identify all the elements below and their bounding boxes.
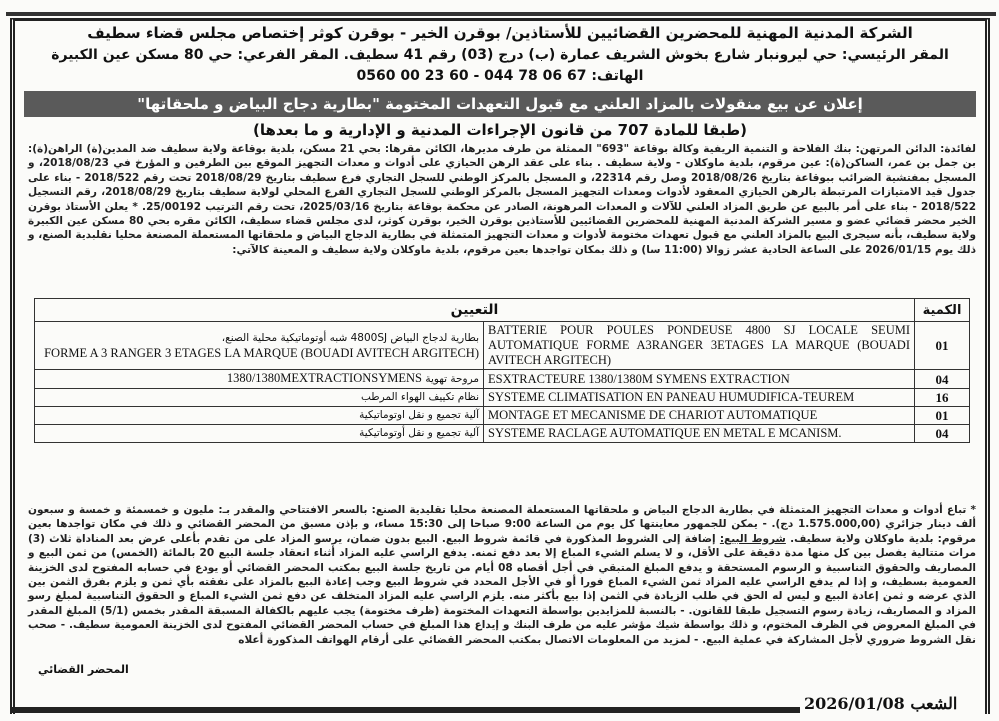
bailiff-signature: المحضر القضائي [38, 663, 129, 676]
table-row [35, 407, 970, 425]
item-arabic: آلية تجميع و نقل اوتوماتيكية [35, 407, 484, 425]
item-french: MONTAGE ET MECANISME DE CHARIOT AUTOMATIQUE [484, 407, 915, 425]
conditions-paragraph: إضافة إلى الشروط المذكورة في قائمة شروط البيع. البيع بدون ضمان، يرسو المزاد على من تقدم بأعلى عرض بعد المناداة ثلاث (3) مرات متتالية يفصل بين كل منها مدة دقيقة على الأقل، و لا يسلم الشيء المباع إلا بعد دفع ثمنه. يدفع الراسي عليه المزاد أثناء انعقاد جلسة البيع 20 بالمائة (الخمس) من ثمن البيع و المصاريف والحقوق التناسبية و الرسوم المستحقة و يدفع المبلغ المتبقي في أجل أقصاه 08 أيام من تاريخ جلسة البيع بمكتب المحضر القضائي أو يودع في حسابه المفتوح لدى الخزينة العمومية بسطيف، و إذا لم يدفع الراسي عليه المزاد ثمن الشيء المباع فورا أو في الأجل المحدد في شروط البيع وجب إعادة البيع بالمزاد على نفقته بأي ثمن و يلزم بفرق الثمن بين الذي عرضه و ثمن إعادة البيع و ليس له الحق في طلب الزيادة في الثمن إذا بيع بأكثر منه. يلزم الراسي عليه المزاد المتخلف عن دفع ثمن الشيء المباع و الحقوق التناسبية لمبلغ رسو المزاد و المصاريف، زيادة رسوم التسجيل طبقا للقانون. - بالنسبة للمزايدين بواسطة التعهدات المختومة (ظرف مختومة) يجب عليهم بالكفالة المسبقة المقدر بخمس (5/1) المبلغ المقدر في المبلغ المعروض في الظرف المختوم، و ذلك بواسطة شيك مؤشر عليه من طرف البنك و إيداع هذا المبلغ في حساب المحضر القضائي المفتوح لدى الخزينة العمومية سطيف. [28, 532, 977, 632]
item-arabic-text: مروحة تهوية [425, 373, 479, 385]
notice-header [20, 22, 980, 86]
table-header-row [35, 299, 970, 322]
table-row [35, 389, 970, 407]
items-table [34, 298, 970, 443]
table-row [35, 425, 970, 443]
notice-title-banner: إعلان عن بيع منقولات بالمزاد العلني مع قبول التعهدات المختومة "بطارية دجاج البياض و ملحقاتها" [24, 91, 976, 117]
item-arabic [35, 322, 484, 370]
publication-footer [800, 694, 961, 713]
item-quantity: 04 [915, 370, 970, 389]
conditions-label: شروط البيع: [719, 532, 786, 545]
item-arabic-text: بطارية لدجاج البياض 4800SJ شبه أوتوماتيكية محلية الصنع، [221, 331, 479, 344]
item-quantity: 16 [915, 389, 970, 407]
item-french: SYSTEME RACLAGE AUTOMATIQUE EN METAL E MCANISM. [484, 425, 915, 443]
legal-reference: (طبقا للمادة 707 من قانون الإجراءات المدنية و الإدارية و ما بعدها) [253, 121, 747, 139]
item-arabic: نظام تكييف الهواء المرطب [35, 389, 484, 407]
item-quantity: 01 [915, 407, 970, 425]
company-phone: الهاتف: 67 06 78 044 - 60 23 00 0560 [356, 68, 644, 84]
publication-date: 2026/01/08 [804, 694, 905, 713]
item-quantity: 01 [915, 322, 970, 370]
sale-conditions [28, 503, 976, 647]
newspaper-name: الشعب [910, 694, 958, 713]
company-name: الشركة المدنية المهنية للمحضرين القضائيين للأستاذين/ بوقرن الخير - بوقرن كوثر إختصاص مجلس قضاء سطيف [87, 24, 913, 42]
item-french: BATTERIE POUR POULES PONDEUSE 4800 SJ LOCALE SEUMI AUTOMATIQUE FORME A3RANGER 3ETAGES LA MARQUE (BOUADI AVITECH ARGITECH) [484, 322, 915, 370]
quantity-header: الكمية [915, 299, 970, 322]
sale-price-paragraph: * تباع أدوات و معدات التجهيز المتمثلة في بطارية الدجاج البياض و ملحقاتها المستعملة المصنعة محليا تقليدية الصنع: بالسعر الافتتاحي والمقدر بـ: مليون و خمسمئة و خمسة و سبعون ألف دينار جزائري (1.575.000,00 دج). - يمكن للجمهور معاينتها كل يوم من الساعة 9:00 صباحا إلى 15:30 مساء، و بإذن مسبق من المحضر القضائي و ذلك في مكان تواجدها بعين مرقوم: بلدية ماوكلان ولاية سطيف. [28, 504, 977, 545]
item-french: ESXTRACTEURE 1380/1380M SYMENS EXTRACTION [484, 370, 915, 389]
item-arabic [35, 370, 484, 389]
company-address: المقر الرئيسي: حي ليرونبار شارع بخوش الشريف عمارة (ب) درج (03) رقم 41 سطيف. المقر الفرعي: حي 80 مسكن عين الكبيرة [51, 47, 949, 63]
item-french: SYSTEME CLIMATISATION EN PANEAU HUMUDIFICA-TEUREM [484, 389, 915, 407]
item-arabic-fr: FORME A 3 RANGER 3 ETAGES LA MARQUE (BOUADI AVITECH ARGITECH) [44, 345, 479, 360]
table-row [35, 370, 970, 389]
top-border [6, 12, 996, 16]
contact-paragraph: - صحب نقل الشروط ضروري لأجل المشاركة في عملية البيع. - لمزيد من المعلومات الاتصال بمكتب المحضر القضائي على أرقام الهواتف المذكورة أعلاه [28, 619, 976, 646]
designation-header: التعيين [35, 299, 915, 322]
notice-body: لفائدة: الدائن المرتهن: بنك الفلاحة و التنمية الريفية وكالة بوقاعة "693" الممثلة من طرف مديرها، الكائن مقرها: بحي 21 مسكن، بلدية بوقاعة ولاية سطيف ضد المدين(ة) الراهن(ة): بن جمل بن عمر، الساكن(ة): عين مرقوم، بلدية ماوكلان - ولاية سطيف . بناء على عقد الرهن الحيازي على أدوات و معدات التجهيز الموقع بين الطرفين و المؤرخ في 2018/08/23، و المسجل بمفتشية الضرائب ببوقاعة بتاريخ 2018/08/26 وصل رقم 22314، و المسجل بالمركز الوطني للسجل التجاري فرع سطيف بتاريخ 2018/08/29 تحت رقم 2018/522 - بناء على جدول قيد الامتيازات المرتبطة بالرهن الحيازي المعقود لأدوات ومعدات التجهيز المسجل بالمركز الوطني للسجل التجاري الفرع المحلي لولاية سطيف بتاريخ 2018/08/29، رقم التسجيل 2018/522 - بناء على أمر بالبيع عن طريق المزاد العلني للآلات و المعدات المرهونة، الصادر عن محكمة بوقاعة بتاريخ 2025/03/16، تحت رقم الترتيب 25/00192. * يعلن الأستاذ بوقرن الخير محضر قضائي عضو و مسير الشركة المدنية المهنية للمحضرين القضائيين للأستاذين بوقرن الخير، بوقرن كوثر، لدى مجلس قضاء سطيف، الكائن مقره بحي 80 مسكن عين الكبيرة ولاية سطيف، بأنه سيجرى البيع بالمزاد العلني مع قبول تعهدات مختومة لأدوات و معدات التجهيز المتمثلة في بطارية الدجاج البياض و ملحقاتها المستعملة المصنعة محليا نقلبدية الصنع، و ذلك يوم 2026/01/15 على الساعة الحادية عشر زوالا (11:00 سا) و ذلك بمكان تواجدها بعين مرقوم، بلدية ماوكلان ولاية سطيف و المعينة كالآتي: [28, 143, 977, 256]
item-quantity: 04 [915, 425, 970, 443]
item-arabic: آلية تجميع و نقل أوتوماتيكية [35, 425, 484, 443]
table-row [35, 322, 970, 370]
item-arabic-fr: 1380/1380MEXTRACTIONSYMENS [226, 371, 422, 385]
